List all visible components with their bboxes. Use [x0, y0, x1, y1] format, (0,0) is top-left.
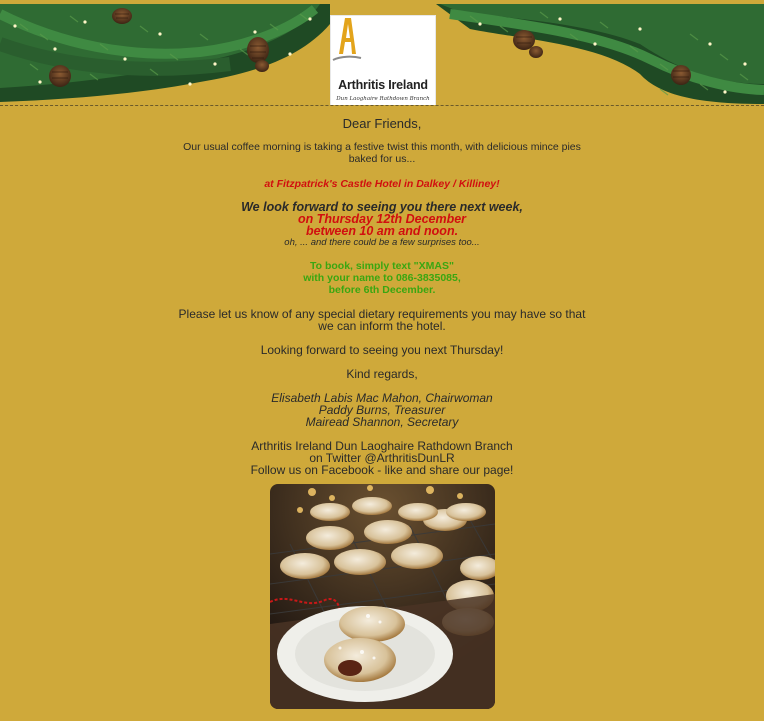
booking-line-3: before 6th December.: [328, 284, 436, 296]
dietary-line-2: we can inform the hotel.: [318, 319, 446, 333]
logo-name: Arthritis Ireland: [338, 78, 428, 92]
kind-regards: Kind regards,: [346, 367, 418, 381]
booking-line-1: To book, simply text "XMAS": [310, 260, 454, 272]
venue-text: at Fitzpatrick's Castle Hotel in Dalkey / Killiney!: [264, 178, 500, 190]
dietary-line-1: Please let us know of any special dietary requirements you may have so that: [178, 307, 586, 321]
facebook-link[interactable]: Follow us on Facebook - like and share our page!: [250, 463, 514, 477]
event-time: between 10 am and noon.: [305, 224, 459, 238]
signatory-chairwoman: Elisabeth Labis Mac Mahon, Chairwoman: [271, 391, 493, 405]
event-date: on Thursday 12th December: [297, 212, 467, 226]
intro-line-1: Our usual coffee morning is taking a festive twist this month, with delicious mince pies: [183, 141, 581, 153]
signatory-treasurer: Paddy Burns, Treasurer: [318, 403, 446, 417]
intro-line-2: baked for us...: [348, 153, 416, 165]
letter-body: [170, 116, 594, 476]
mince-pies-photo: [270, 484, 495, 709]
looking-forward-text: Looking forward to seeing you next Thursday!: [260, 343, 504, 357]
branch-name: Arthritis Ireland Dun Laoghaire Rathdown Branch: [251, 439, 513, 453]
christmas-garland-banner: [0, 4, 764, 106]
look-forward-text: We look forward to seeing you there next week,: [241, 200, 523, 214]
signatory-secretary: Mairead Shannon, Secretary: [305, 415, 459, 429]
surprises-text: oh, ... and there could be a few surprises too...: [284, 237, 480, 248]
greeting: Dear Friends,: [342, 116, 422, 131]
booking-line-2: with your name to 086-3835085,: [303, 272, 461, 284]
logo-a-icon: [331, 16, 363, 66]
twitter-link[interactable]: on Twitter @ArthritisDunLR: [309, 451, 455, 465]
logo-subtitle: Dun Laoghaire Rathdown Branch: [336, 96, 430, 102]
mince-pies-image: [270, 484, 495, 709]
arthritis-ireland-logo[interactable]: [330, 15, 436, 106]
